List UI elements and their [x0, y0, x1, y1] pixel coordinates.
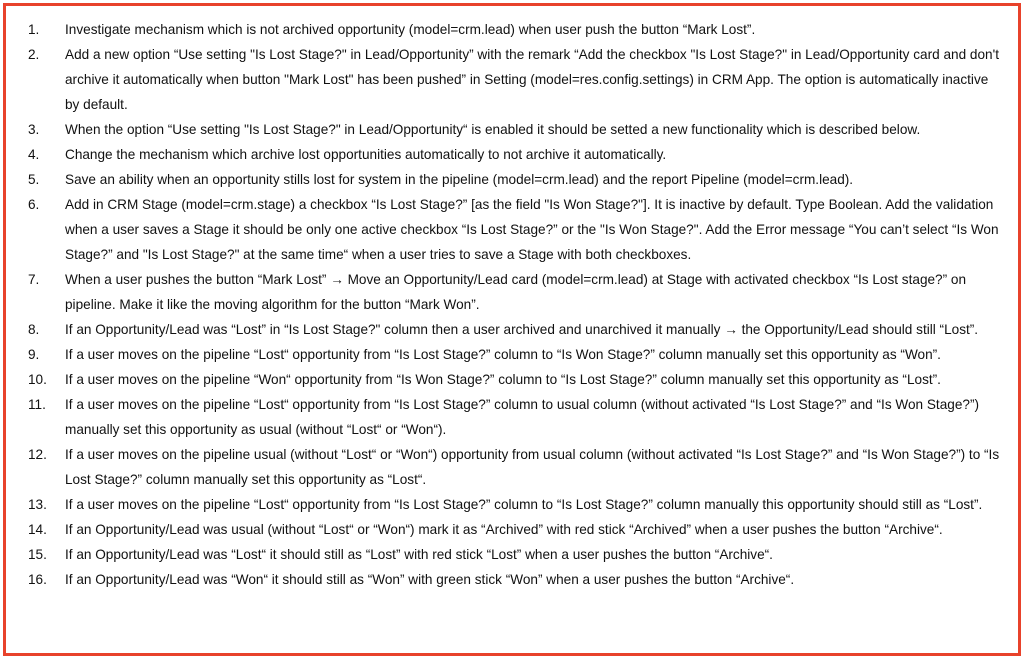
item-number: 4. [28, 147, 40, 162]
list-item [6, 42, 1018, 117]
list-item [6, 442, 1018, 492]
item-number: 10. [28, 372, 47, 387]
list-item [6, 567, 1018, 592]
item-number: 5. [28, 172, 40, 187]
item-number: 12. [28, 447, 47, 462]
list-item [6, 517, 1018, 542]
item-number: 11. [28, 397, 46, 412]
document-frame [3, 3, 1021, 656]
requirements-list [6, 17, 1018, 592]
list-item [6, 267, 1018, 317]
list-item [6, 317, 1018, 342]
item-number: 8. [28, 322, 40, 337]
item-number: 15. [28, 547, 47, 562]
list-item [6, 17, 1018, 42]
item-text: Add in CRM Stage (model=crm.stage) a checkbox “Is Lost Stage?” [as the field "Is Won Stage?"]. It is inactive by default. Type Boolean. Add the validation when a user saves a Stage it should be only one active checkbox “Is Lost Stage?” or the "Is Won Stage?". Add the Error message “You can’t select “Is Won Stage?” and "Is Lost Stage?" at the same time“ when a user tries to save a Stage with both checkboxes. [65, 197, 999, 262]
list-item [6, 142, 1018, 167]
item-number: 3. [28, 122, 40, 137]
item-text: Investigate mechanism which is not archived opportunity (model=crm.lead) when user push the button “Mark Lost”. [65, 22, 756, 37]
list-item [6, 367, 1018, 392]
item-text: When the option “Use setting "Is Lost Stage?" in Lead/Opportunity“ is enabled it should be setted a new functionality which is described below. [65, 122, 921, 137]
list-item [6, 167, 1018, 192]
item-text: If an Opportunity/Lead was “Won“ it should still as “Won” with green stick “Won” when a user pushes the button “Archive“. [65, 572, 795, 587]
item-number: 2. [28, 47, 40, 62]
item-text: If an Opportunity/Lead was “Lost” in “Is Lost Stage?" column then a user archived and unarchived it manually → the Opportunity/Lead should still “Lost”. [65, 322, 979, 337]
item-number: 9. [28, 347, 40, 362]
item-text: Change the mechanism which archive lost opportunities automatically to not archive it automatically. [65, 147, 667, 162]
item-number: 14. [28, 522, 47, 537]
item-number: 13. [28, 497, 47, 512]
item-text: Save an ability when an opportunity stills lost for system in the pipeline (model=crm.lead) and the report Pipeline (model=crm.lead). [65, 172, 854, 187]
item-number: 1. [28, 22, 40, 37]
item-number: 16. [28, 572, 47, 587]
item-text: If a user moves on the pipeline “Lost“ opportunity from “Is Lost Stage?” column to “Is Lost Stage?” column manually this opportunity should still as “Lost”. [65, 497, 983, 512]
item-text: If a user moves on the pipeline “Lost“ opportunity from “Is Lost Stage?” column to “Is Won Stage?” column manually set this opportunity as “Won”. [65, 347, 941, 362]
item-number: 6. [28, 197, 40, 212]
list-item [6, 492, 1018, 517]
list-item [6, 542, 1018, 567]
list-item [6, 117, 1018, 142]
item-text: If an Opportunity/Lead was “Lost“ it should still as “Lost” with red stick “Lost” when a user pushes the button “Archive“. [65, 547, 773, 562]
list-item [6, 192, 1018, 267]
list-item [6, 342, 1018, 367]
item-number: 7. [28, 272, 40, 287]
item-text: If a user moves on the pipeline “Won“ opportunity from “Is Won Stage?” column to “Is Lost Stage?” column manually set this opportunity as “Lost”. [65, 372, 941, 387]
item-text: If a user moves on the pipeline usual (without “Lost“ or “Won“) opportunity from usual column (without activated “Is Lost Stage?” and “Is Won Stage?”) to “Is Lost Stage?” column manually set this opportunity as “Lost“. [65, 447, 1000, 487]
list-item [6, 392, 1018, 442]
item-text: If a user moves on the pipeline “Lost“ opportunity from “Is Lost Stage?” column to usual column (without activated “Is Lost Stage?” and “Is Won Stage?”) manually set this opportunity as usual (without “Lost“ or “Won“). [65, 397, 980, 437]
item-text: If an Opportunity/Lead was usual (without “Lost“ or “Won“) mark it as “Archived” with red stick “Archived” when a user pushes the button “Archive“. [65, 522, 943, 537]
item-text: When a user pushes the button “Mark Lost” → Move an Opportunity/Lead card (model=crm.lead) at Stage with activated checkbox “Is Lost stage?” on pipeline. Make it like the moving algorithm for the button “Mark Won”. [65, 272, 967, 312]
item-text: Add a new option “Use setting "Is Lost Stage?" in Lead/Opportunity” with the remark “Add the checkbox "Is Lost Stage?" in Lead/Opportunity card and don't archive it automatically when button "Mark Lost" has been pushed” in Setting (model=res.config.settings) in CRM App. The option is automatically inactive by default. [65, 47, 999, 112]
